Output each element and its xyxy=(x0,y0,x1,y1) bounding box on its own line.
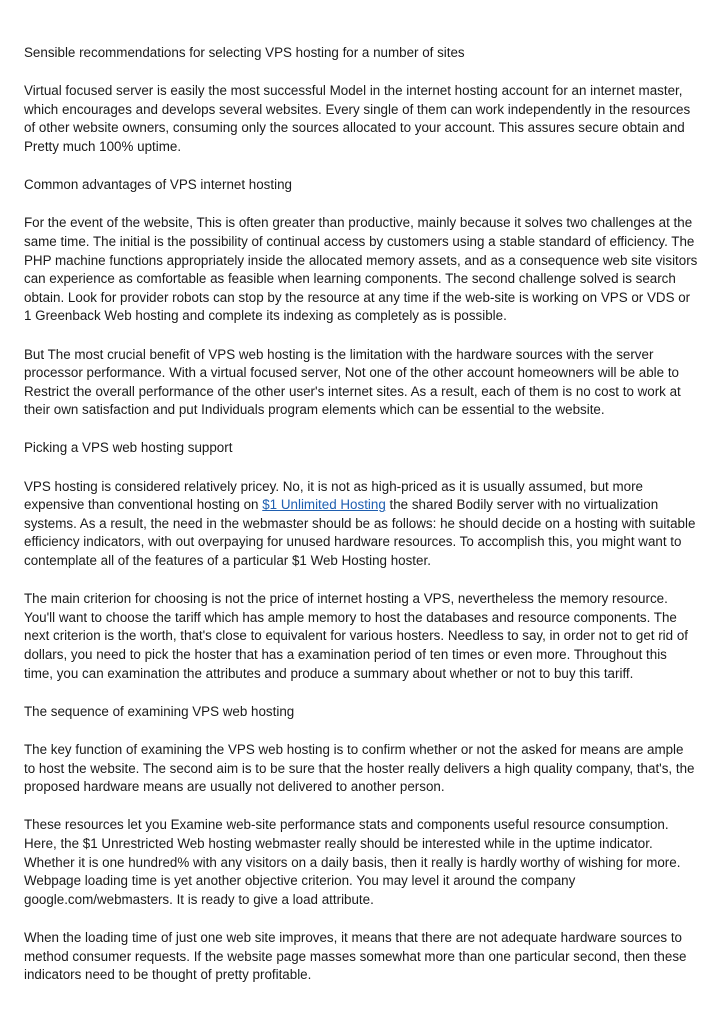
section-heading-advantages: Common advantages of VPS internet hosting xyxy=(24,177,292,193)
paragraph-loading-time: When the loading time of just one web site improves, it means that there are not adequate hardware sources to method consumer requests. If the website page masses somewhat more than one particular second, then these indicators need to be thought of pretty profitable. xyxy=(24,929,687,983)
paragraph-main-benefit: But The most crucial benefit of VPS web hosting is the limitation with the hardware sources with the server processor performance. With a virtual focused server, Not one of the other account homeowners will be able to Restrict the overall performance of the other user's internet sites. As a result, each of them is no cost to work at their own satisfaction and put Individuals program elements which can be essential to the website. xyxy=(24,346,681,418)
paragraph-key-function: The key function of examining the VPS web hosting is to confirm whether or not the asked for means are ample to host the website. The second aim is to be sure that the hoster really delivers a high quality company, that's, the proposed hardware means are usually not delivered to another person. xyxy=(24,741,695,795)
paragraph-advantages: For the event of the website, This is often greater than productive, mainly because it solves two challenges at the same time. The initial is the possibility of continual access by customers using a stable standard of efficiency. The PHP machine functions appropriately inside the allocated memory assets, and as a consequence web site visitors can experience as comfortable as feasible when learning components. The second challenge solved is search obtain. Look for provider robots can stop by the resource at any time if the web-site is working on VPS or VDS or 1 Greenback Web hosting and complete its indexing as completely as is possible. xyxy=(24,215,698,324)
paragraph-intro: Virtual focused server is easily the most successful Model in the internet hosting account for an internet master, which encourages and develops several websites. Every single of them can work independently in the resources of other website owners, consuming only the sources allocated to your account. This assures secure obtain and Pretty much 100% uptime. xyxy=(24,83,691,154)
section-heading-picking: Picking a VPS web hosting support xyxy=(24,440,233,456)
unlimited-hosting-link[interactable]: $1 Unlimited Hosting xyxy=(262,497,386,513)
paragraph-pricing-text-after: the shared Bodily server with no virtualization systems. As a result, the need in the webmaster should be as follows: he should decide on a hosting with suitable efficiency indicators, with out overpaying for unused hardware resources. To accomplish this, you might want to contemplate all of the features of a particular $1 Web Hosting hoster. xyxy=(24,497,696,569)
section-heading-sequence: The sequence of examining VPS web hosting xyxy=(24,703,295,719)
paragraph-pricing xyxy=(24,478,698,571)
document-body xyxy=(24,44,698,1004)
document-title: Sensible recommendations for selecting VPS hosting for a number of sites xyxy=(24,45,465,60)
paragraph-resources: These resources let you Examine web-site performance stats and components useful resource consumption. Here, the $1 Unrestricted Web hosting webmaster really should be interested while in the uptime indicator. Whether it is one hundred% with any visitors on a daily basis, then it really is hardly worthy of wishing for more. Webpage loading time is yet another objective criterion. You may level it around the company google.com/webmasters. It is ready to give a load attribute. xyxy=(24,817,681,907)
paragraph-criterion: The main criterion for choosing is not the price of internet hosting a VPS, nevertheless the memory resource. You'll want to choose the tariff which has ample memory to host the databases and resource components. The next criterion is the worth, that's close to equivalent for various hosters. Needless to say, in order not to get rid of dollars, you need to pick the hoster that has a examination period of ten times or even more. Throughout this time, you can examination the attributes and produce a summary about whether or not to buy this tariff. xyxy=(24,591,688,681)
paragraph-pricing-text-before: VPS hosting is considered relatively pricey. No, it is not as high-priced as it is usually assumed, but more expensive than conventional hosting on xyxy=(24,478,643,513)
